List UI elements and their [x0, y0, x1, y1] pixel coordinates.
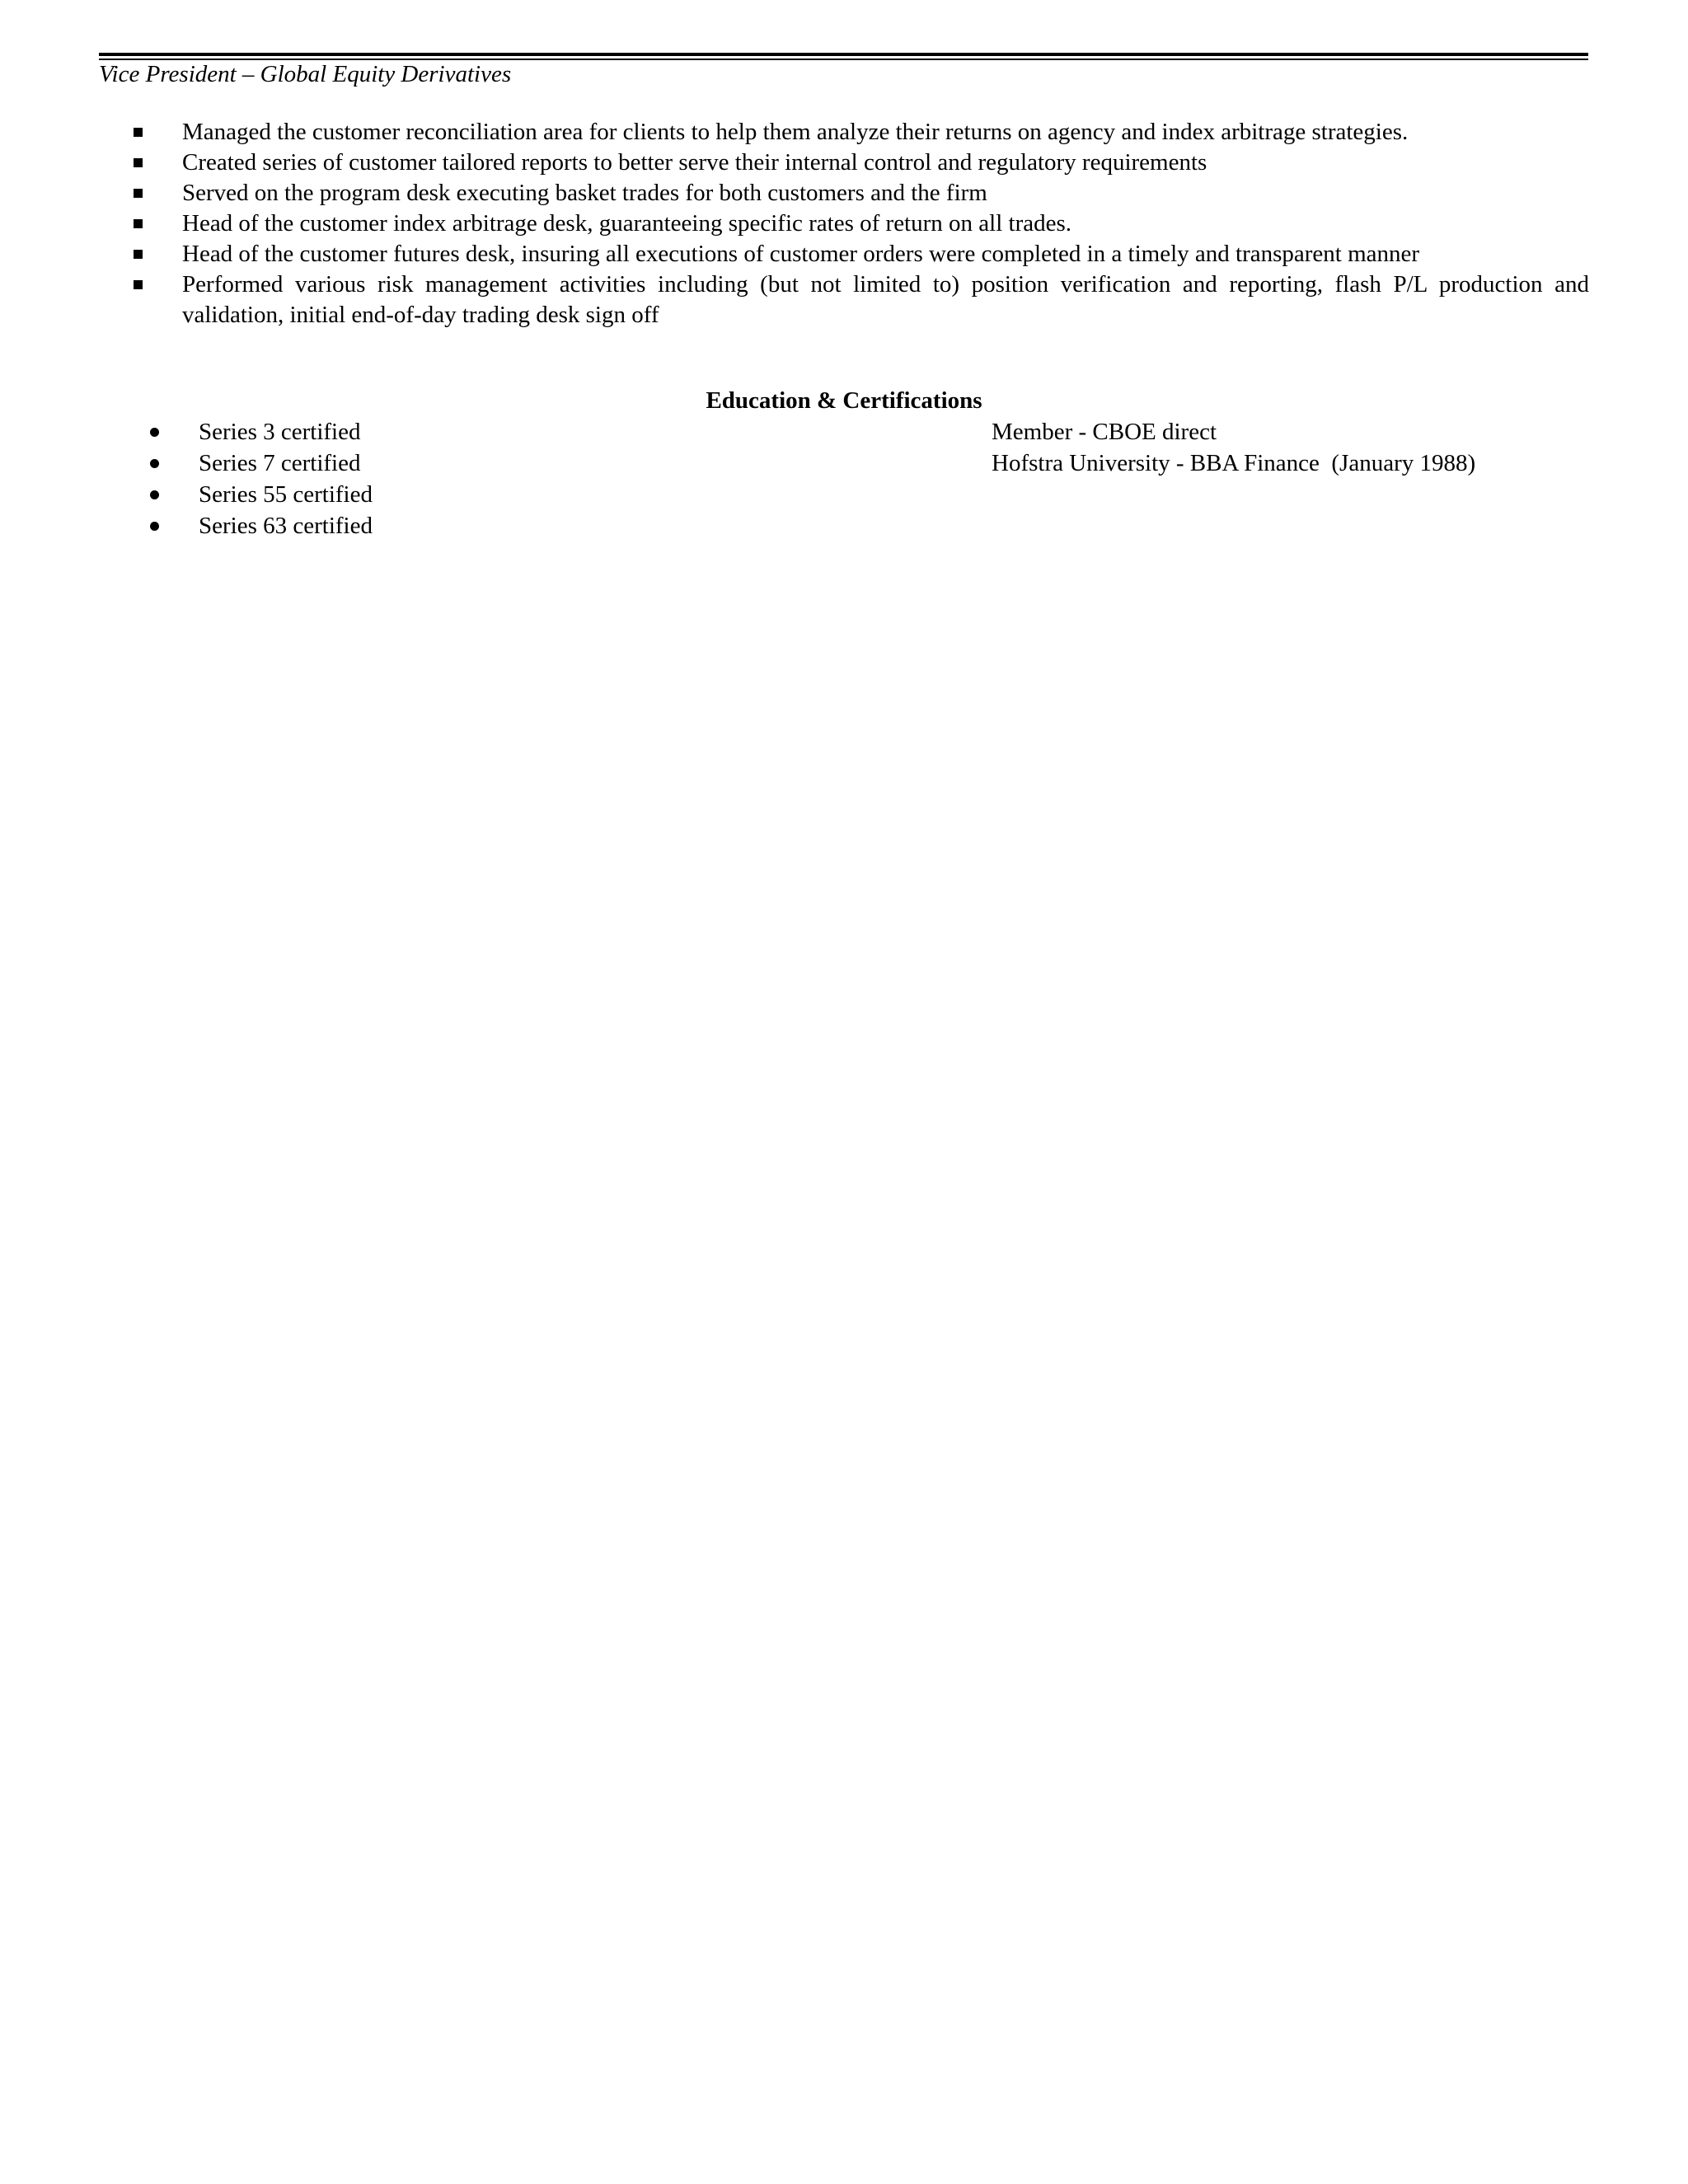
certification-text: Series 55 certified [199, 481, 373, 508]
duty-text: Managed the customer reconciliation area for clients to help them analyze their returns on agency and index arbitrage strategies. [182, 119, 1409, 145]
education-heading: Education & Certifications [706, 387, 982, 414]
header-double-rule-top [99, 53, 1588, 56]
duty-item [99, 178, 1589, 209]
duties-list [99, 117, 1589, 330]
certification-text: Series 63 certified [199, 513, 373, 539]
duty-text: Head of the customer index arbitrage desk, guaranteeing specific rates of return on all trades. [182, 210, 1072, 237]
duty-item [99, 148, 1589, 178]
square-bullet-icon [134, 158, 143, 167]
duty-item [99, 209, 1589, 239]
duty-item [99, 269, 1589, 330]
education-list [992, 416, 1475, 479]
square-bullet-icon [134, 280, 143, 289]
certification-text: Series 7 certified [199, 450, 361, 476]
certification-item [99, 416, 373, 448]
round-bullet-icon [150, 522, 159, 531]
square-bullet-icon [134, 250, 143, 259]
certification-item [99, 448, 373, 479]
square-bullet-icon [134, 189, 143, 198]
job-title: Vice President – Global Equity Derivatives [99, 61, 512, 87]
certification-text: Series 3 certified [199, 419, 361, 445]
certification-item [99, 510, 373, 541]
duty-text: Created series of customer tailored reports to better serve their internal control and regulatory requirements [182, 149, 1207, 176]
duty-text: Head of the customer futures desk, insuring all executions of customer orders were completed in a timely and transparent manner [182, 241, 1420, 267]
round-bullet-icon [150, 428, 159, 437]
round-bullet-icon [150, 490, 159, 499]
duty-text: Served on the program desk executing basket trades for both customers and the firm [182, 180, 987, 206]
square-bullet-icon [134, 219, 143, 228]
duty-text: Performed various risk management activities including (but not limited to) position verification and reporting, flash P/L production and validation, initial end-of-day trading desk sign off [182, 271, 1589, 328]
duty-item [99, 117, 1589, 148]
certifications-list [99, 416, 373, 541]
round-bullet-icon [150, 459, 159, 468]
square-bullet-icon [134, 128, 143, 137]
membership-item: Member - CBOE direct [992, 419, 1217, 445]
certification-item [99, 479, 373, 510]
degree-item: Hofstra University - BBA Finance (January 1988) [992, 450, 1476, 476]
duty-item [99, 239, 1589, 269]
